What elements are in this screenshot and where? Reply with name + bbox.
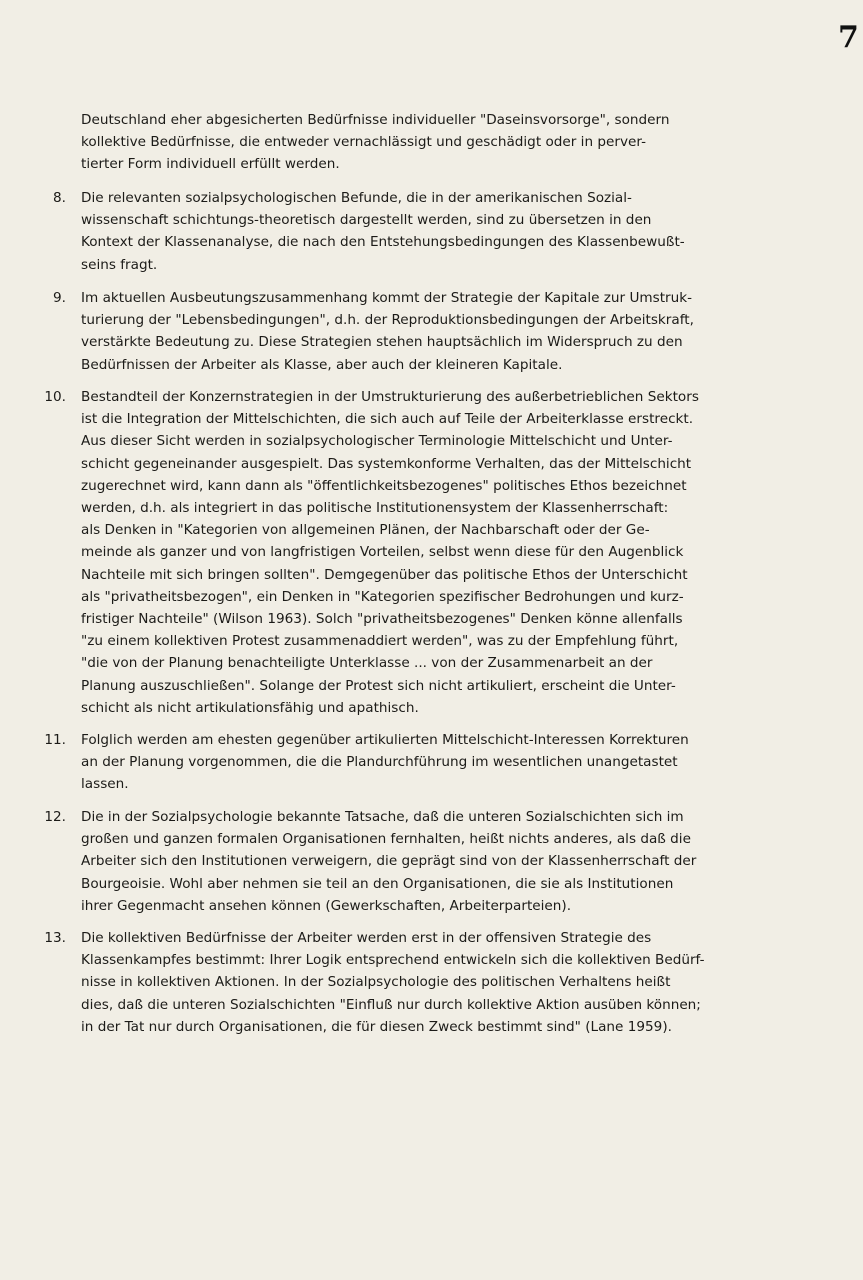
text-line: als Denken in "Kategorien von allgemeinen Plänen, der Nachbarschaft oder der Ge- <box>81 522 650 539</box>
text-line: Arbeiter sich den Institutionen verweigern, die geprägt sind von der Klassenherrschaft der <box>81 853 697 870</box>
item-text <box>81 927 843 1038</box>
item-text <box>81 806 843 917</box>
text-line: Bedürfnissen der Arbeiter als Klasse, aber auch der kleineren Kapitale. <box>81 356 563 373</box>
text-line: in der Tat nur durch Organisationen, die für diesen Zweck bestimmt sind" (Lane 1959). <box>81 1018 672 1035</box>
item-number: 11. <box>44 732 66 748</box>
text-line: Aus dieser Sicht werden in sozialpsychologischer Terminologie Mittelschicht und Unter- <box>81 433 673 450</box>
text-line: ihrer Gegenmacht ansehen können (Gewerkschaften, Arbeiterparteien). <box>81 897 572 914</box>
text-line: seins fragt. <box>81 256 158 273</box>
page-number: 7 <box>838 20 859 55</box>
text-line: Die kollektiven Bedürfnisse der Arbeiter werden erst in der offensiven Strategie des <box>81 930 652 946</box>
text-line: Folglich werden am ehesten gegenüber artikulierten Mittelschicht-Interessen Korrekturen <box>81 732 689 748</box>
text-line: Deutschland eher abgesicherten Bedürfnisse individueller "Daseinsvorsorge", sondern <box>81 112 670 128</box>
text-line: Nachteile mit sich bringen sollten". Demgegenüber das politische Ethos der Unterschicht <box>81 566 688 583</box>
text-line: schicht gegeneinander ausgespielt. Das systemkonforme Verhalten, das der Mittelschicht <box>81 455 692 472</box>
text-line: kollektive Bedürfnisse, die entweder vernachlässigt und geschädigt oder in perver- <box>81 134 647 151</box>
item-number: 13. <box>44 930 66 946</box>
text-line: meinde als ganzer und von langfristigen Vorteilen, selbst wenn diese für den Augenblick <box>81 544 684 561</box>
text-line: Bourgeoisie. Wohl aber nehmen sie teil an den Organisationen, die sie als Institutionen <box>81 875 674 892</box>
text-line: verstärkte Bedeutung zu. Diese Strategien stehen hauptsächlich im Widerspruch zu den <box>81 334 683 351</box>
text-line: lassen. <box>81 776 129 793</box>
text-line: Klassenkampfes bestimmt: Ihrer Logik entsprechend entwickeln sich die kollektiven Bedürf- <box>81 952 705 969</box>
text-line: turierung der "Lebensbedingungen", d.h. der Reproduktionsbedingungen der Arbeitskraft, <box>81 312 694 329</box>
text-line: als "privatheitsbezogen", ein Denken in "Kategorien spezifischer Bedrohungen und kurz- <box>81 588 684 605</box>
text-line: "die von der Planung benachteiligte Unterklasse ... von der Zusammenarbeit an der <box>81 655 653 672</box>
text-line: nisse in kollektiven Aktionen. In der Sozialpsychologie des politischen Verhaltens heißt <box>81 974 671 991</box>
text-line: "zu einem kollektiven Protest zusammenaddiert werden", was zu der Empfehlung führt, <box>81 633 679 650</box>
item-text <box>81 729 843 796</box>
text-line: ist die Integration der Mittelschichten, die sich auch auf Teile der Arbeiterklasse erstreckt. <box>81 411 694 428</box>
text-line: Kontext der Klassenanalyse, die nach den Entstehungsbedingungen des Klassenbewußt- <box>81 234 685 251</box>
text-line: großen und ganzen formalen Organisationen fernhalten, heißt nichts anderes, als daß die <box>81 831 691 848</box>
item-text <box>81 386 843 719</box>
item-number: 8. <box>53 190 66 206</box>
item-number: 9. <box>53 290 66 306</box>
item-text <box>81 187 843 276</box>
text-line: dies, daß die unteren Sozialschichten "Einfluß nur durch kollektive Aktion ausüben können; <box>81 996 701 1013</box>
text-line: werden, d.h. als integriert in das politische Institutionensystem der Klassenherrschaft: <box>81 500 669 517</box>
text-line: schicht als nicht artikulationsfähig und apathisch. <box>81 699 419 716</box>
text-line: fristiger Nachteile" (Wilson 1963). Solch "privatheitsbezogenes" Denken könne allenfalls <box>81 611 683 628</box>
text-line: tierter Form individuell erfüllt werden. <box>81 156 340 173</box>
text-line: Planung auszuschließen". Solange der Protest sich nicht artikuliert, erscheint die Unter- <box>81 677 676 694</box>
text-line: an der Planung vorgenommen, die die Plandurchführung im wesentlichen unangetastet <box>81 754 678 771</box>
item-number: 10. <box>44 389 66 405</box>
text-line: wissenschaft schichtungs-theoretisch dargestellt werden, sind zu übersetzen in den <box>81 212 652 229</box>
text-line: zugerechnet wird, kann dann als "öffentlichkeitsbezogenes" politisches Ethos bezeichnet <box>81 477 687 494</box>
intro-paragraph <box>81 109 841 176</box>
text-line: Die relevanten sozialpsychologischen Befunde, die in der amerikanischen Sozial- <box>81 190 632 206</box>
text-line: Im aktuellen Ausbeutungszusammenhang kommt der Strategie der Kapitale zur Umstruk- <box>81 290 693 306</box>
text-line: Bestandteil der Konzernstrategien in der Umstrukturierung des außerbetrieblichen Sektors <box>81 389 699 405</box>
item-number: 12. <box>44 809 66 825</box>
text-line: Die in der Sozialpsychologie bekannte Tatsache, daß die unteren Sozialschichten sich im <box>81 809 684 825</box>
item-text <box>81 287 843 376</box>
